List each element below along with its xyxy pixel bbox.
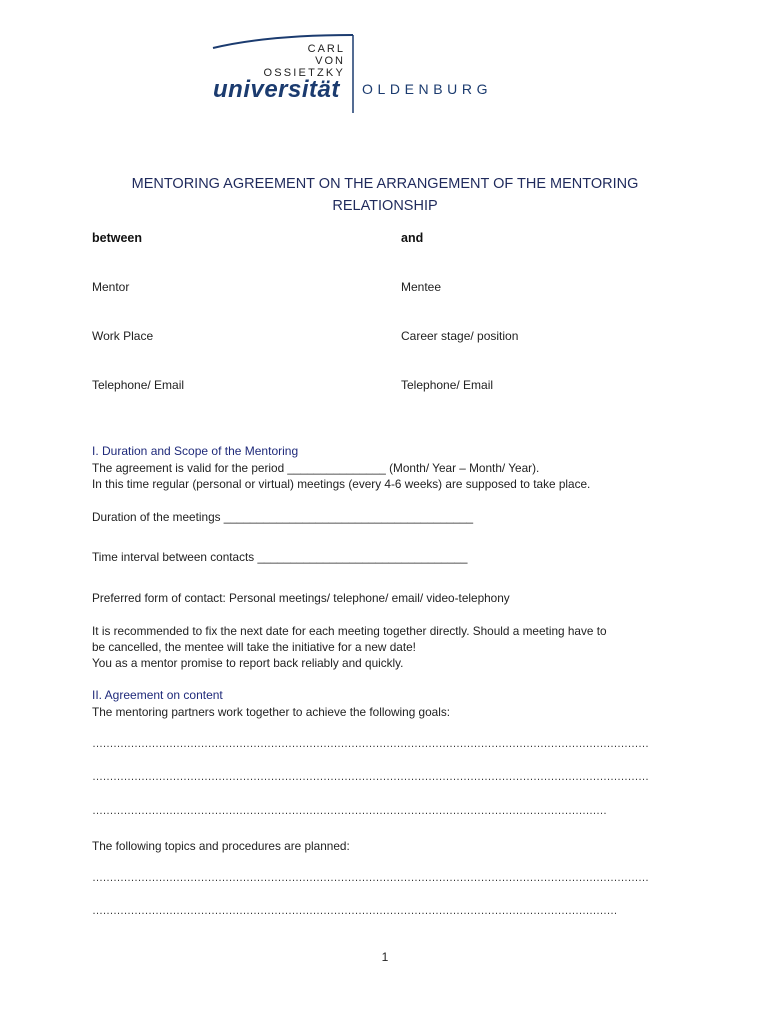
section-1-heading: I. Duration and Scope of the Mentoring <box>92 444 299 458</box>
logo-universitaet-text: universität <box>213 76 340 103</box>
topics-fill-line-2: …………………………………………………………………………………………………………………………………… <box>92 905 617 917</box>
mentor-telephone-label: Telephone/ Email <box>92 378 185 392</box>
meeting-duration-field: Duration of the meetings ______________________________________ <box>92 510 474 524</box>
validity-period-line: The agreement is valid for the period _______________ (Month/ Year – Month/ Year). <box>92 461 540 475</box>
mentor-label: Mentor <box>92 280 130 294</box>
page-number: 1 <box>381 950 389 964</box>
recommendation-line-3: You as a mentor promise to report back reliably and quickly. <box>92 656 404 670</box>
topics-intro-line: The following topics and procedures are planned: <box>92 839 350 853</box>
title-line-1: MENTORING AGREEMENT ON THE ARRANGEMENT OF THE MENTORING <box>131 176 639 192</box>
mentee-telephone-label: Telephone/ Email <box>401 378 494 392</box>
logo-oldenburg-text: OLDENBURG <box>362 81 493 97</box>
meetings-frequency-line: In this time regular (personal or virtual) meetings (every 4-6 weeks) are supposed to take place. <box>92 477 591 491</box>
between-label: between <box>92 231 143 245</box>
logo-von-text: VON <box>315 55 345 67</box>
title-line-2: RELATIONSHIP <box>332 198 438 214</box>
goals-fill-line-1: …………………………………………………………………………………………………………………………………………… <box>92 738 649 750</box>
logo-ossietzky-text: OSSIETZKY <box>263 67 345 79</box>
document-title <box>90 173 680 217</box>
preferred-contact-line: Preferred form of contact: Personal meetings/ telephone/ email/ video-telephony <box>92 591 510 605</box>
work-place-label: Work Place <box>92 329 154 343</box>
goals-intro-line: The mentoring partners work together to achieve the following goals: <box>92 705 451 719</box>
logo-carl-text: CARL <box>307 43 345 55</box>
goals-fill-line-2: …………………………………………………………………………………………………………………………………………… <box>92 771 649 783</box>
career-stage-label: Career stage/ position <box>401 329 519 343</box>
topics-fill-line-1: …………………………………………………………………………………………………………………………………………… <box>92 872 649 884</box>
goals-fill-line-3: ………………………………………………………………………………………………………………………………… <box>92 805 607 817</box>
contact-interval-field: Time interval between contacts ________________________________ <box>92 550 468 564</box>
and-label: and <box>401 231 424 245</box>
section-2-heading: II. Agreement on content <box>92 688 223 702</box>
recommendation-line-1: It is recommended to fix the next date for each meeting together directly. Should a meeting have to <box>92 624 607 638</box>
recommendation-line-2: be cancelled, the mentee will take the initiative for a new date! <box>92 640 416 654</box>
mentee-label: Mentee <box>401 280 442 294</box>
